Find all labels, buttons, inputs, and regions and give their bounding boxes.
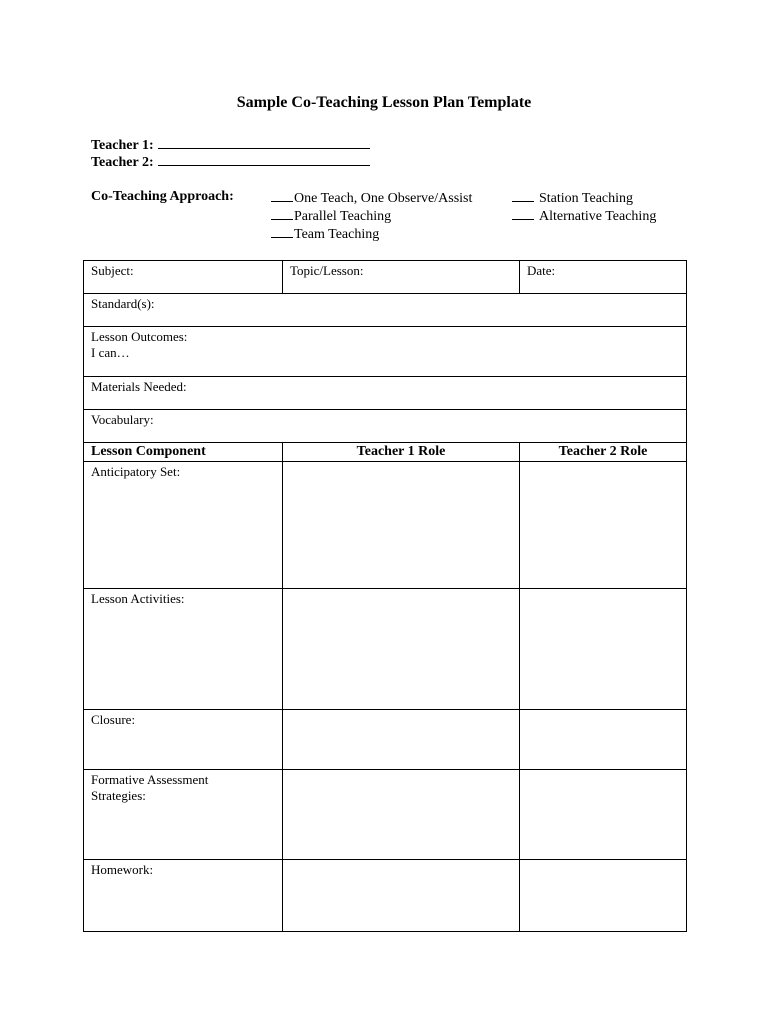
roles-header-row (84, 443, 687, 462)
teacher-2-role-cell[interactable] (520, 589, 687, 710)
subject-cell[interactable] (84, 261, 283, 294)
component-label: Homework: (91, 862, 154, 877)
teacher-1-role-cell[interactable] (283, 710, 520, 770)
teacher-1-role-cell[interactable] (283, 462, 520, 589)
outcomes-prompt: I can… (91, 345, 130, 360)
component-row-closure (84, 710, 687, 770)
component-row-lesson-activities (84, 589, 687, 710)
header-lesson-component: Lesson Component (84, 443, 283, 462)
component-label: Lesson Activities: (91, 591, 185, 606)
subject-label: Subject: (91, 263, 134, 278)
approach-option-label: One Teach, One Observe/Assist (294, 191, 473, 206)
teacher-1-label: Teacher 1: (91, 138, 154, 153)
component-label-cell (84, 710, 283, 770)
approach-option-label: Team Teaching (294, 227, 380, 242)
outcomes-cell[interactable] (84, 327, 687, 377)
info-row-standards (84, 294, 687, 327)
header-teacher-2-role: Teacher 2 Role (520, 443, 687, 462)
teacher-2-role-cell[interactable] (520, 462, 687, 589)
lesson-plan-table (83, 260, 687, 932)
info-row-subject (84, 261, 687, 294)
document-title: Sample Co-Teaching Lesson Plan Template (236, 94, 532, 111)
topic-cell[interactable] (283, 261, 520, 294)
approach-option-one-teach[interactable] (271, 189, 472, 207)
teacher-1-line (91, 136, 370, 154)
teacher-2-role-cell[interactable] (520, 710, 687, 770)
approach-option-label: Alternative Teaching (539, 209, 657, 224)
teacher-1-role-cell[interactable] (283, 860, 520, 932)
teacher-2-role-cell[interactable] (520, 770, 687, 860)
teacher-2-line (91, 153, 370, 171)
component-label-cell (84, 589, 283, 710)
teacher-1-blank[interactable] (158, 136, 370, 149)
date-label: Date: (527, 263, 556, 278)
component-label: Anticipatory Set: (91, 464, 181, 479)
component-label-cell (84, 770, 283, 860)
checkbox-blank[interactable] (271, 207, 293, 220)
teacher-1-role-cell[interactable] (283, 770, 520, 860)
checkbox-blank[interactable] (271, 225, 293, 238)
teacher-1-role-cell[interactable] (283, 589, 520, 710)
component-row-homework (84, 860, 687, 932)
vocabulary-cell[interactable] (84, 410, 687, 443)
component-label-cell (84, 462, 283, 589)
component-label: Closure: (91, 712, 136, 727)
teacher-2-blank[interactable] (158, 153, 370, 166)
component-row-formative-assessment (84, 770, 687, 860)
standards-label: Standard(s): (91, 296, 155, 311)
component-label-cell (84, 860, 283, 932)
header-teacher-1-role: Teacher 1 Role (283, 443, 520, 462)
component-row-anticipatory-set (84, 462, 687, 589)
teacher-2-label: Teacher 2: (91, 155, 154, 170)
approach-option-parallel[interactable] (271, 207, 391, 225)
approach-option-station[interactable] (512, 189, 633, 207)
topic-label: Topic/Lesson: (290, 263, 364, 278)
date-cell[interactable] (520, 261, 687, 294)
standards-cell[interactable] (84, 294, 687, 327)
materials-cell[interactable] (84, 377, 687, 410)
approach-option-alternative[interactable] (512, 207, 656, 225)
info-row-outcomes (84, 327, 687, 377)
checkbox-blank[interactable] (271, 189, 293, 202)
co-teaching-approach-label: Co-Teaching Approach: (91, 189, 234, 204)
info-row-materials (84, 377, 687, 410)
info-row-vocabulary (84, 410, 687, 443)
vocabulary-label: Vocabulary: (91, 412, 154, 427)
checkbox-blank[interactable] (512, 189, 534, 202)
approach-option-team[interactable] (271, 225, 379, 243)
approach-option-label: Station Teaching (539, 191, 634, 206)
teacher-2-role-cell[interactable] (520, 860, 687, 932)
approach-option-label: Parallel Teaching (294, 209, 392, 224)
component-label: Formative Assessment Strategies: (91, 772, 209, 803)
materials-label: Materials Needed: (91, 379, 187, 394)
outcomes-label: Lesson Outcomes: (91, 329, 188, 344)
checkbox-blank[interactable] (512, 207, 534, 220)
